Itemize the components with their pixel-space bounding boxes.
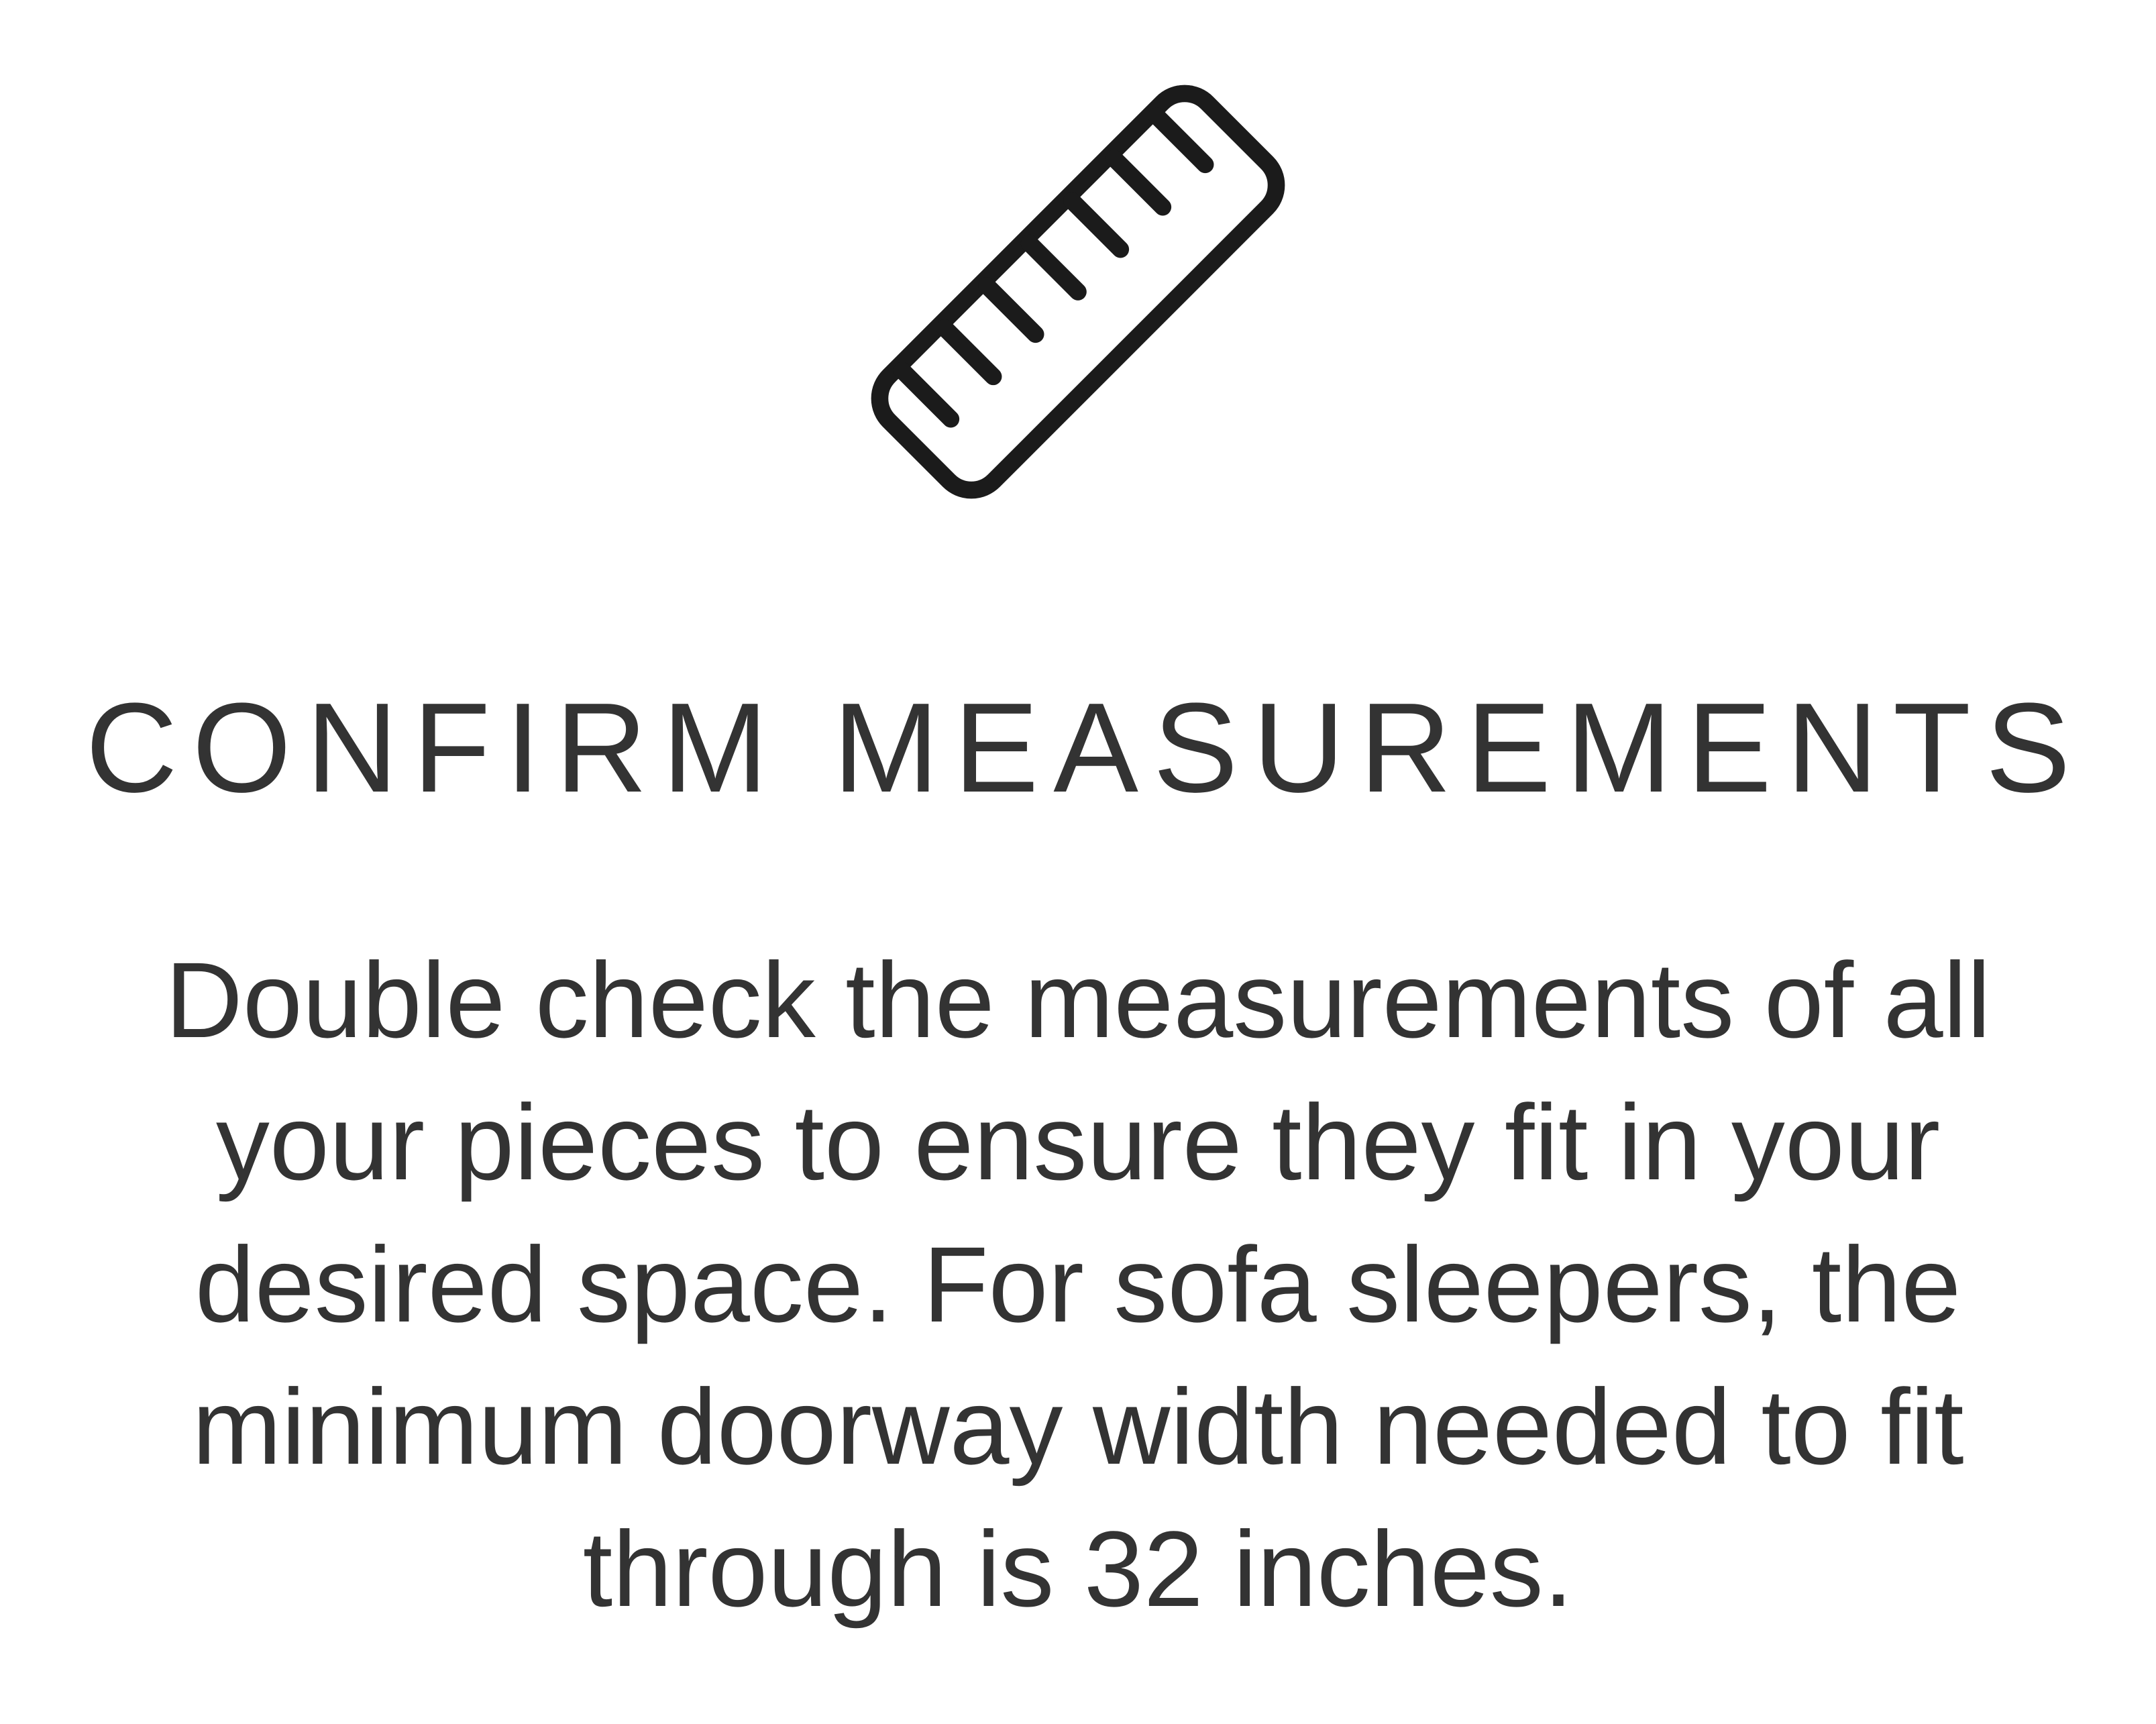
section-description xyxy=(0,929,2156,1640)
section-title: CONFIRM MEASUREMENTS xyxy=(85,677,2086,819)
description-line: desired space. For sofa sleepers, the xyxy=(195,1224,1961,1344)
description-line: Double check the measurements of all xyxy=(165,940,1991,1060)
icon-container xyxy=(0,0,2156,533)
description-line: minimum doorway width needed to fit xyxy=(192,1366,1964,1487)
description-line: your pieces to ensure they fit in your xyxy=(215,1082,1941,1202)
ruler-icon xyxy=(840,54,1316,530)
description-line: through is 32 inches. xyxy=(582,1509,1574,1629)
